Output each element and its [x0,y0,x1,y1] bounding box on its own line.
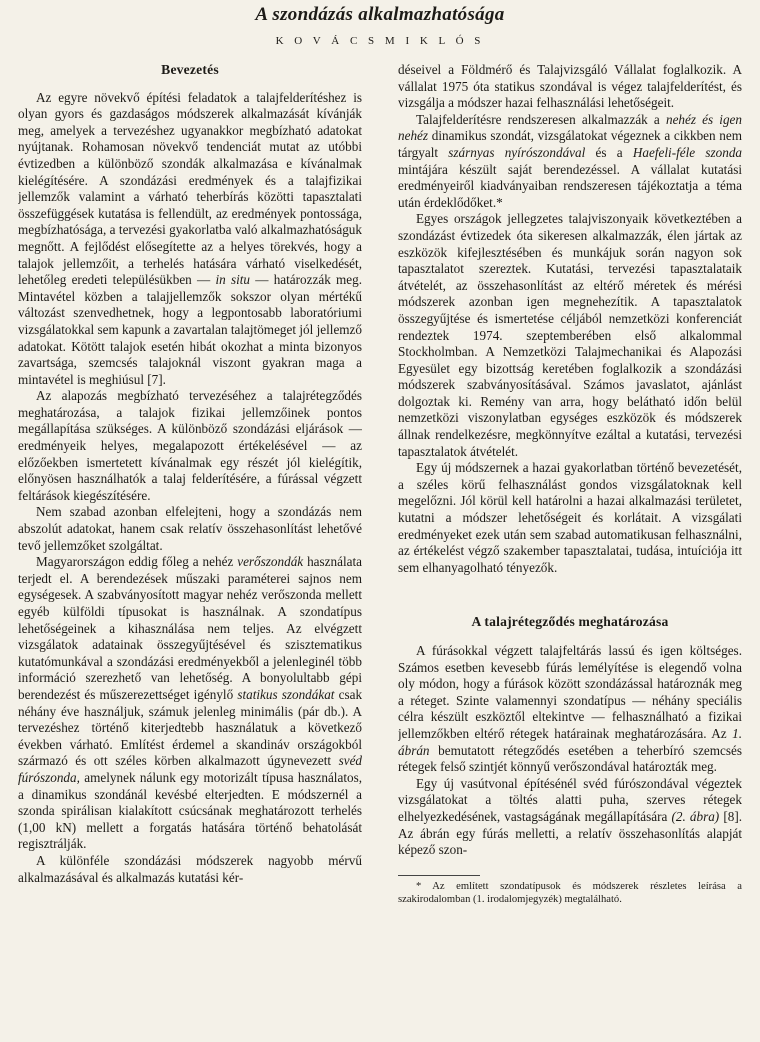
paragraph: A különféle szondázási módszerek nagyobb mérvű alkalmazásával és alkalmazás kutatási kér- [18,852,362,885]
text-run: Talajfelderítésre rendszeresen alkalmazzák a [416,111,660,127]
paragraph [398,643,742,776]
emphasis: nehéz és igen nehéz [398,111,742,144]
emphasis: Haefeli-féle szonda [632,144,742,160]
text-run: dinamikus szondát, vizsgálatokat végeznek a cikkben nem tárgyalt [398,128,742,160]
text-run: [8]. Az ábrán egy fúrás melletti, a relatív összehasonlítás alapját képező szon- [398,808,742,858]
text-run: — határozzák meg. Mintavétel közben a talajjellemzők sokszor olyan mértékű változást szenvedhetnek, hogy a legpontosabb laboratóriumi vizsgálatokkal sem kapunk a zavartalan talajtömeget jól jellemző adatokat. Kötött talajok esetén hibát okozhat a minta bizonyos zavartsága, szemcsés talajoknál viszont gyakran maga a mintavétel is meghiúsul [7]. [18,272,362,387]
section-heading-stratification: A talajrétegződés meghatározása [471,614,669,630]
text-run: Az egyre növekvő építési feladatok a talajfelderítéshez is olyan gyors és gazdaságos módszerek alkalmazását kívánják meg, amelyek a tervezéshez ugyanakkor megbízható adatokat nyújtanak. Rohamosan növekvő tendenciát mutat az utóbbi évtizedben a különböző szondák alkalmazása e kívánalmak kielégítésére. A szondázási eredmények és a talajfizikai jellemzők valamint a várható teherbírás közötti tapasztalati összefüggések kutatása is fellendült, az eredmények pontossága, megbízhatósága, a tervezési gyakorlatba való alkalmazhatóságuk megnőtt. A fejlődést elősegítette az a helyes törekvés, hogy a talajok jellemzőit, a terhelés hatására várható viselkedését, lehetőleg eredeti településükben — [18,89,362,288]
text-run: Magyarországon eddig főleg a nehéz [36,554,234,570]
author-name: K O V Á C S M I K L Ó S [275,35,485,47]
paragraph [398,776,742,859]
emphasis: verőszondák [237,554,304,570]
paragraph: Nem szabad azonban elfelejteni, hogy a szondázás nem abszolút adatokat, hanem csak relatív összehasonlítást lehetővé tevő jellemzőket szolgáltat. [18,504,362,553]
emphasis: (2. ábra) [671,808,720,824]
footnote-divider [398,875,480,876]
text-run: és a [595,144,623,160]
paragraph: déseivel a Földmérő és Talajvizsgáló Vállalat foglalkozik. A vállalat 1975 óta statikus szondával is végez talajfelderítést, és vizsgálja a módszer hazai felhasználási lehetőségeit. [398,62,742,111]
paragraph [398,112,742,212]
text-run: csak néhány éve használjuk, számuk jelenleg minimális (pár db.). A tervezéshez történő kiterjedtebb használatuk a következő években várható. Említést érdemel a skandináv országokból származó és ott széles körben alkalmazott úgynevezett [18,686,362,769]
right-column [398,62,742,1038]
section-heading-introduction: Bevezetés [161,62,219,77]
article-title: A szondázás alkalmazhatósága [255,4,505,25]
paragraph [18,554,362,853]
text-run: Egy új vasútvonal építésénél svéd fúrószondával végeztek vizsgálatokat a töltés alatti puha, szerves rétegek elhelyezkedésének, vastagságának megállapítására [398,775,742,824]
emphasis: statikus szondákat [237,686,335,702]
paragraph: Egy új módszernek a hazai gyakorlatban történő bevezetését, a széles körű felhasználást gondos vizsgálatoknak kell megelőzni. Jól körül kell határolni a hazai alkalmazási területet, kutatni a módszer lehetőségeit és korlátait. A vizsgálati eredményeket ezek után sem szabad automatikusan felhasználni, az értékelést végző szakember tapasztalatai, tudása, intuíciója itt sem elhanyagolható tényezők. [398,460,742,575]
emphasis: svéd fúrószonda, [18,753,362,785]
emphasis: in situ [215,272,251,288]
text-run: amelynek nálunk egy motorizált típusa használatos, a dinamikus szondánál kevésbé elterjedten. E módszernél a szonda spirálisan kialakított csúcsának meghatározott terhelés (1,00 kN) mellett a forgatás hatására történő behatolását regisztrálják. [18,769,362,852]
paragraph [18,90,362,389]
text-run: mintájára készült saját berendezéssel. A vállalat kutatási eredményeiről kiadványaiban rendszeresen tájékoztatja a téma után érdeklődőket.* [398,161,742,210]
emphasis: 1. ábrán [398,725,742,758]
paragraph: Az alapozás megbízható tervezéséhez a talajrétegződés meghatározása, a talajok fizikai jellemzőinek pontos megállapítása szükséges. A különböző szondázási eljárások — eredményeik helyes, megalapozott értékelésével — az előzőekben ismertetett kívánalmak egy részét jól kielégítik, előnyösen használhatók a talaj felderítésére, a fúrással végzett feltárások kiegészítésére. [18,388,362,503]
emphasis: szárnyas nyírószondával [448,144,586,160]
text-run: A fúrásokkal végzett talajfeltárás lassú és igen költséges. Számos esetben kevesebb fúrás lemélyítése is elegendő volna oly módon, hogy a fúrások között szondázással határoznák meg a réteget. Szinte valamennyi szondatípus — néhány speciális célra készült eszköztől eltekintve — felhasználható a fizikai jellemzőkben eltérő rétegek határainak meghatározására. Az [398,643,742,741]
left-column [18,62,362,1038]
footnote: * Az említett szondatípusok és módszerek részletes leírása a szakirodalomban (1. irodalomjegyzék) megtalálható. [398,880,742,906]
text-run: bemutatott rétegződés esetében a teherbíró szemcsés rétegek felső szintjét könnyű verőszondával határozták meg. [398,742,742,775]
text-run: használata terjedt el. A berendezések műszaki paraméterei sajnos nem egységesek. A szabványosított magyar nehéz verőszonda mellett egyéb külföldi típusokat is használnak. A szondatípus lehetőségeinek a kihasználása nem teljes. Az elvégzett vizsgálatok adatainak összegyűjtésével és szisztematikus kutatómunkával a szondázási eredményekből a jelenleginél több információ szerezhető van lehetőség. A bonyolultabb gépi berendezést és műszerezettséget igénylő [18,554,362,702]
paragraph: Egyes országok jellegzetes talajviszonyaik következtében a szondázást évtizedek óta sikeresen alkalmazzák, élen jártak az eszközök kifejlesztésében és munkájuk során nagyon sok tapasztalatot szereztek. Kutatási, tervezési tapasztalataik átvételét, az összehasonlítást az eltérő méretek és mérési módszerek azonban igen megnehezítik. A tapasztalatok összegyűjtése és ismertetése céljából nemzetközi konferenciát rendeztek 1974. szeptemberében első alkalommal Stockholmban. A Nemzetközi Talajmechanikai és Alapozási Egyesület egy bizottság keretében foglalkozik a szondázási módszerek szabványosításával. Számos javaslatot, ajánlást dolgoztak ki. Remény van arra, hogy belátható időn belül nemzetközi viszonylatban egységes eszközök és módszerek állnak rendelkezésre, megkönnyítve ezáltal a kutatási, tervezési tapasztalatok átvételét. [398,211,742,459]
